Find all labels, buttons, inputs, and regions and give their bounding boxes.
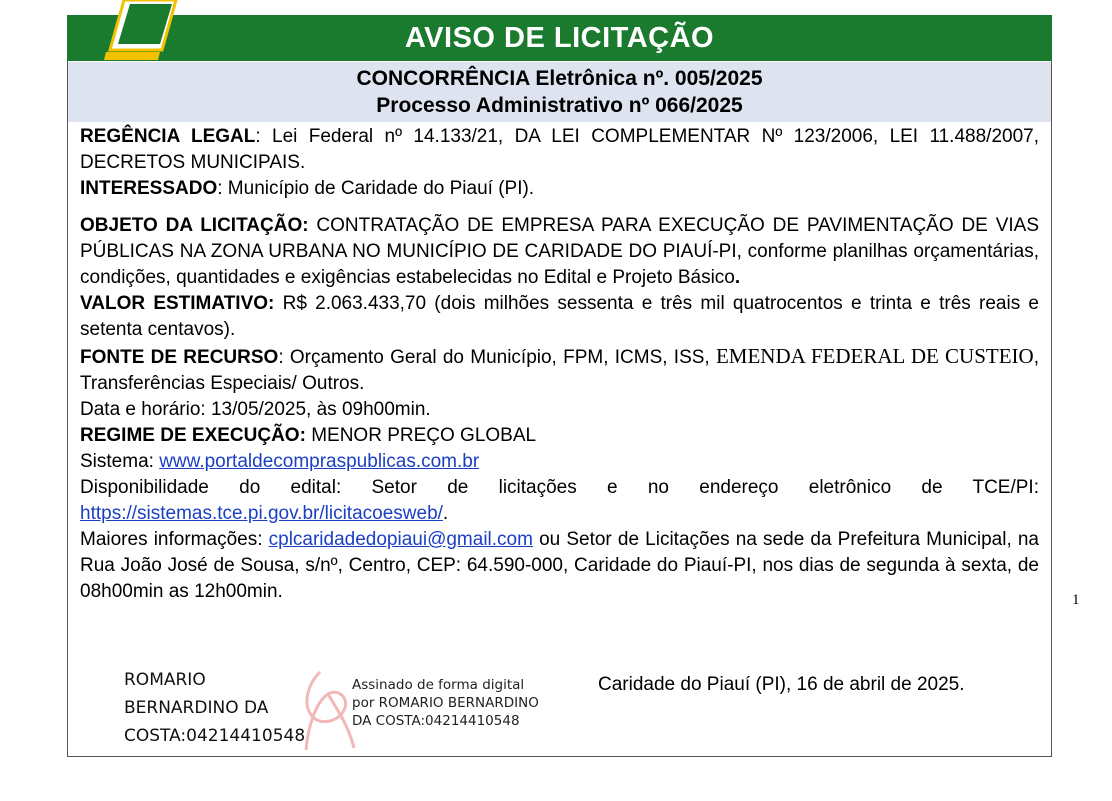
fonte-emenda: EMENDA FEDERAL DE CUSTEIO [715,344,1034,368]
signer-name-line: ROMARIO [124,670,206,690]
fonte-paragraph [80,343,1039,397]
objeto-end: . [734,267,741,288]
regencia-text: : Lei Federal nº 14.133/21, DA LEI COMPLEMENTAR Nº 123/2006, LEI 11.488/2007, DECRETOS MUNICIPAIS. [80,126,1039,173]
maiores-text-after: ou Setor de Licitações na sede da Prefeitura Municipal, na Rua João José de Sousa, s/nº, Centro, CEP: 64.590-000, Caridade do Piauí-PI, nos dias de segunda à sexta, de 08h00min as 12h00min. [80,529,1039,602]
objeto-text: CONTRATAÇÃO DE EMPRESA PARA EXECUÇÃO DE PAVIMENTAÇÃO DE VIAS PÚBLICAS NA ZONA URBANA NO MUNICÍPIO DE CARIDADE DO PIAUÍ-PI, conforme planilhas orçamentárias, condições, quantidades e exigências estabelecidas no Edital e Projeto Básico [80,215,1039,288]
sistema-label: Sistema: [80,451,160,472]
interessado-label: INTERESSADO [80,178,218,199]
disponibilidade-text: Disponibilidade do edital: Setor de licitações e no endereço eletrônico de TCE/PI: [80,477,1039,498]
notice-title: AVISO DE LICITAÇÃO [404,22,715,54]
fonte-text-after: , Transferências Especiais/ Outros. [80,347,1040,394]
subheader [68,62,1051,122]
data-horario: Data e horário: 13/05/2025, às 09h00min. [80,399,431,420]
valor-label: VALOR ESTIMATIVO: [80,293,275,314]
signer-name [124,666,305,750]
processo-number: Processo Administrativo nº 066/2025 [376,94,743,117]
regime-text: MENOR PREÇO GLOBAL [305,425,537,446]
signer-name-line: COSTA:04214410548 [124,726,306,746]
fonte-text-before: : Orçamento Geral do Município, FPM, ICMS, ISS, [278,347,716,368]
interessado-text: : Município de Caridade do Piauí (PI). [217,178,535,199]
disponibilidade-paragraph [80,475,1039,527]
page-number: 1 [1072,592,1080,608]
place-date: Caridade do Piauí (PI), 16 de abril de 2025. [598,674,965,695]
valor-paragraph [80,291,1039,343]
maiores-paragraph [80,527,1039,605]
objeto-label: OBJETO DA LICITAÇÃO: [80,215,309,236]
fonte-label: FONTE DE RECURSO [80,347,279,368]
concorrencia-number: CONCORRÊNCIA Eletrônica nº. 005/2025 [356,67,763,90]
digital-signature-line: por ROMARIO BERNARDINO [352,695,539,711]
digital-signature-icon [298,664,358,754]
notice-body [80,124,1039,605]
digital-signature-text [352,676,539,730]
interessado-paragraph [80,176,1039,202]
municipal-logo-icon [102,0,182,64]
objeto-paragraph [80,213,1039,291]
signer-name-line: BERNARDINO DA [124,698,269,718]
valor-text: R$ 2.063.433,70 (dois milhões sessenta e três mil quatrocentos e trinta e três reais e setenta centavos). [80,293,1039,340]
disponibilidade-end: . [442,503,449,524]
header-bar [67,15,1052,61]
regime-label: REGIME DE EXECUÇÃO: [80,425,306,446]
maiores-text-before: Maiores informações: [80,529,269,550]
digital-signature-line: Assinado de forma digital [352,677,525,693]
email-link[interactable]: cplcaridadedopiaui@gmail.com [268,529,533,550]
sistema-link[interactable]: www.portaldecompraspublicas.com.br [159,451,480,472]
regencia-paragraph [80,124,1039,176]
regime-paragraph [80,423,1039,449]
tce-link[interactable]: https://sistemas.tce.pi.gov.br/licitacoesweb/ [80,503,443,524]
digital-signature-line: DA COSTA:04214410548 [352,713,520,729]
regencia-label: REGÊNCIA LEGAL [80,126,256,147]
sistema-paragraph [80,449,1039,475]
